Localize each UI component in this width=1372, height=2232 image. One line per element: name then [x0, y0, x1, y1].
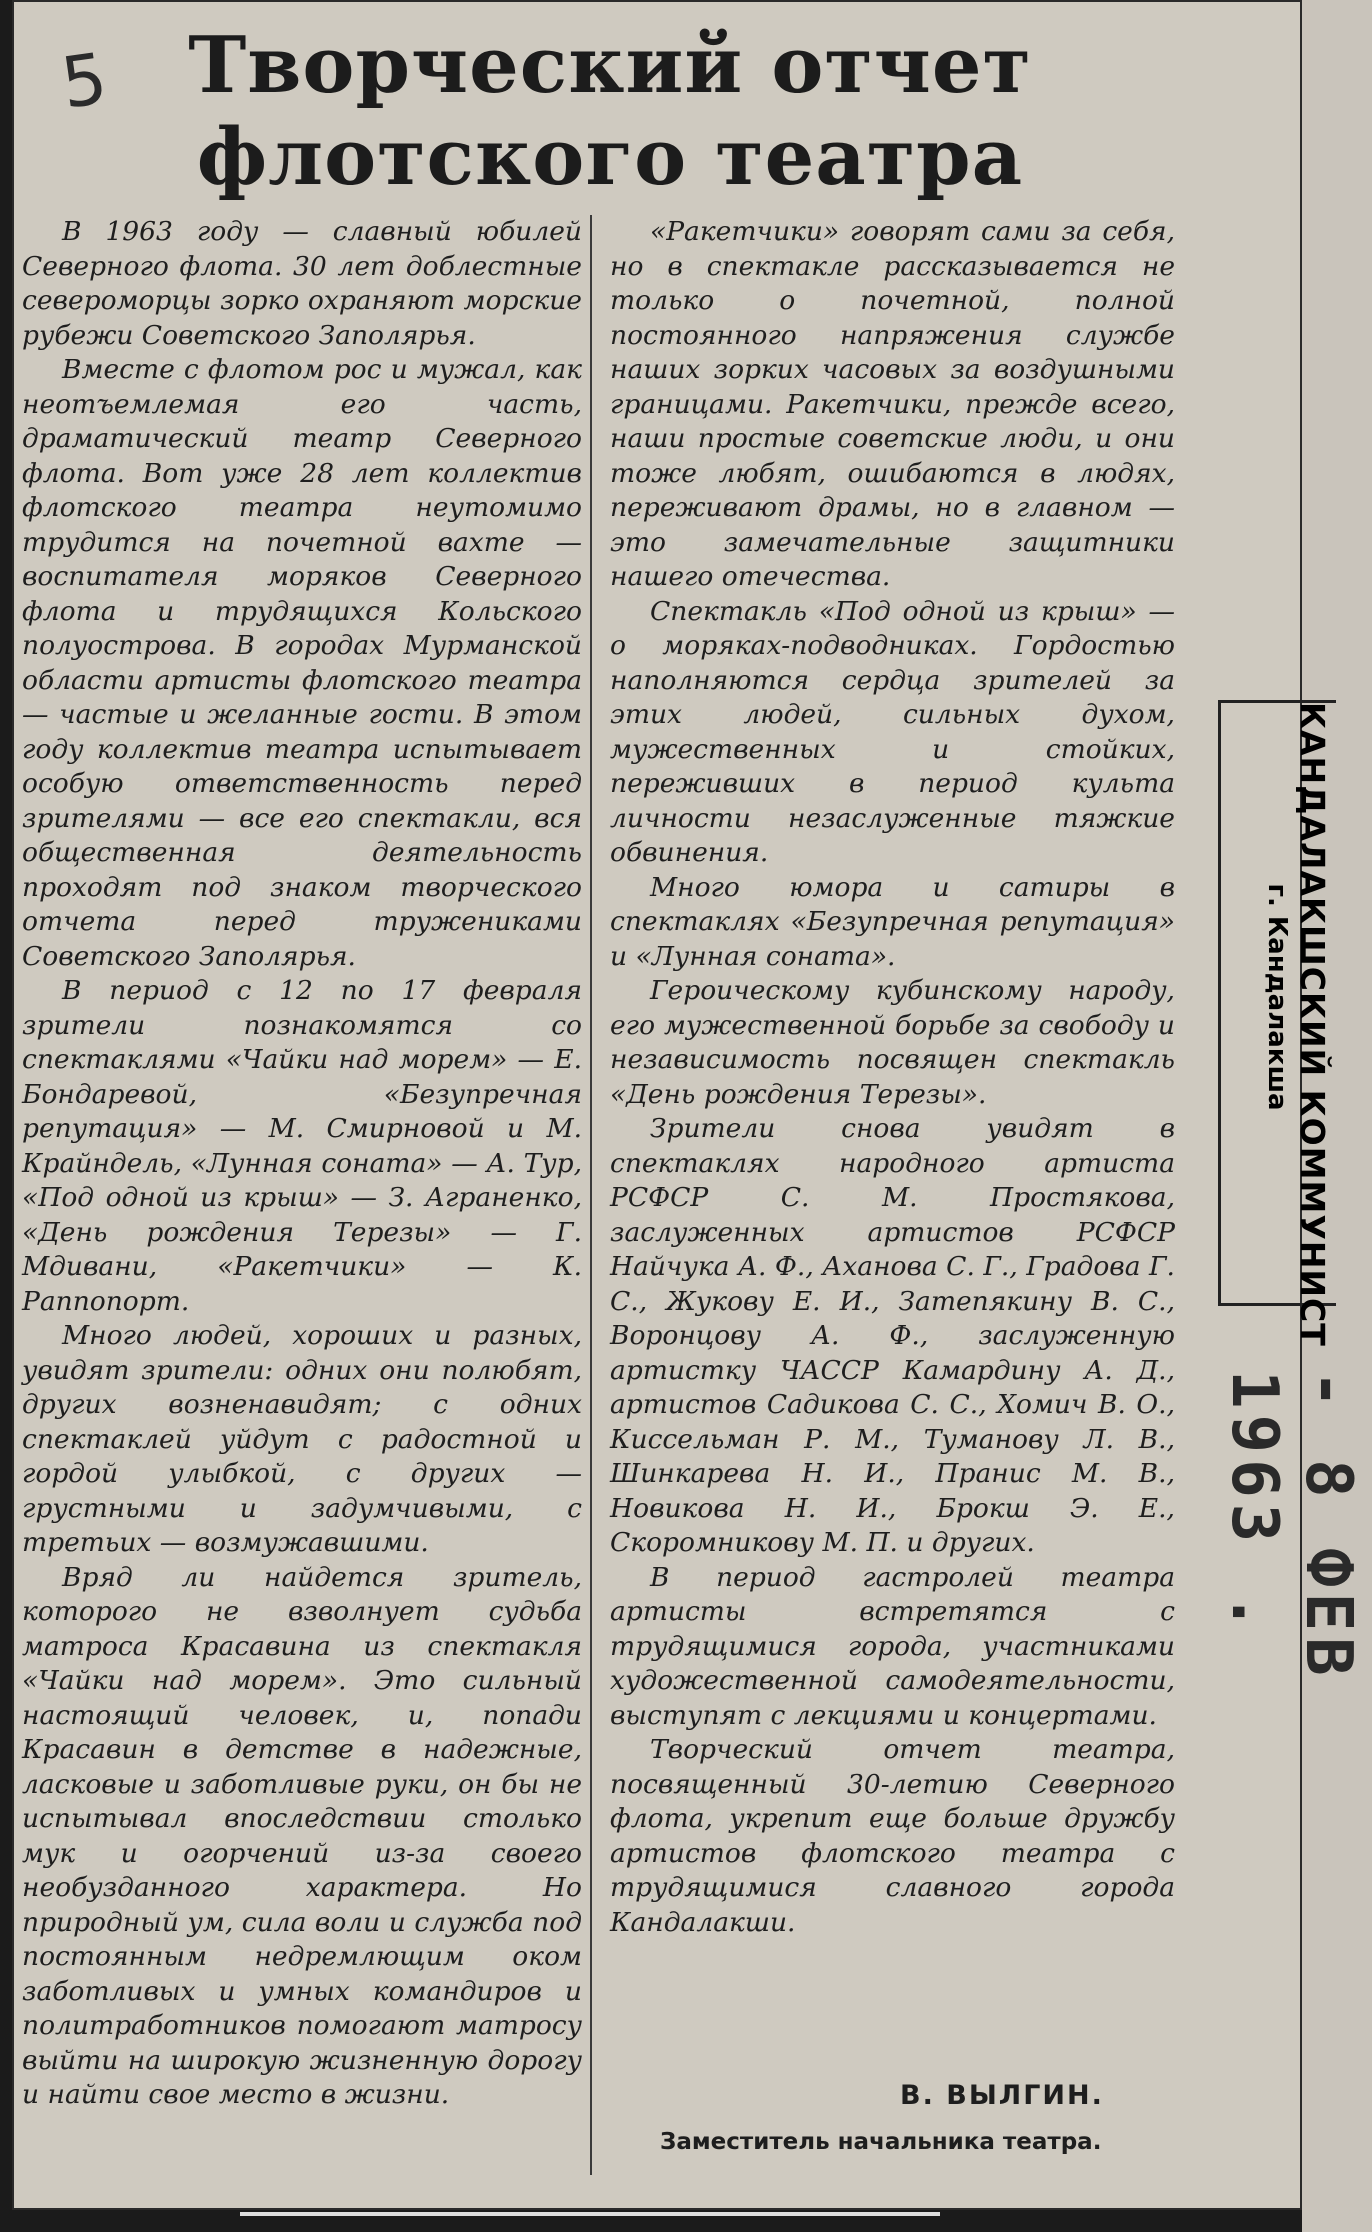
paragraph: Зрители снова увидят в спектаклях народного артиста РСФСР С. М. Простякова, заслуженных артистов РСФСР Найчука А. Ф., Аханова С. Г., Градова Г. С., Жукову Е. И., Затепякину В. С., Воронцову А. Ф., заслуженную артистку ЧАССР Камардину А. Д., артистов Садикова С. С., Хомич В. О., Киссельман Р. М., Туманову Л. В., Шинкарева Н. И., Пранис М. В., Новикова Н. И., Брокш Э. Е., Скоромникову М. П. и других.	[610, 1113, 1175, 1558]
paragraph: В 1963 году — славный юбилей Северного флота. 30 лет доблестные североморцы зорко охраняют морские рубежи Советского Заполярья.	[22, 216, 582, 351]
paragraph: В период гастролей театра артисты встретятся с трудящимися города, участниками художественной самодеятельности, выступят с лекциями и концертами.	[610, 1561, 1175, 1731]
author-position: Заместитель начальника театра.	[660, 2129, 1102, 2155]
column-divider	[590, 215, 592, 2175]
paragraph: Героическому кубинскому народу, его мужественной борьбе за свободу и независимость посвящен спектакль «День рождения Терезы».	[610, 975, 1175, 1110]
handwritten-number: 5	[56, 37, 113, 125]
date-stamp: - 8 ФЕВ 1963 .	[1217, 1370, 1365, 1682]
newspaper-stamp-title: КАНДАЛАКШСКИЙ КОММУНИСТ	[1293, 702, 1332, 1347]
paragraph: «Ракетчики» говорят сами за себя, но в спектакле рассказывается не только о почетной, полной постоянного напряжения службе наших зорких часовых за воздушными границами. Ракетчики, прежде всего, наши простые советские люди, и они тоже любят, ошибаются в людях, переживают драмы, но в главном — это замечательные защитники нашего отечества.	[610, 216, 1175, 592]
article-column-2	[610, 215, 1175, 1940]
bottom-rule	[240, 2212, 940, 2226]
paragraph: Спектакль «Под одной из крыш» — о моряках-подводниках. Гордостью наполняются сердца зрителей за этих людей, сильных духом, мужественных и стойких, переживших в период культа личности незаслуженные тяжкие обвинения.	[610, 595, 1175, 868]
article-headline: Творческий отчет флотского театра	[188, 20, 1032, 203]
article-column-1	[22, 215, 582, 2113]
paragraph: Вместе с флотом рос и мужал, как неотъемлемая его часть, драматический театр Северного флота. Вот уже 28 лет коллектив флотского театра неутомимо трудится на почетной вахте — воспитателя моряков Северного флота и трудящихся Кольского полуострова. В городах Мурманской области артисты флотского театра — частые и желанные гости. В этом году коллектив театра испытывает особую ответственность перед зрителями — все его спектакли, вся общественная деятельность проходят под знаком творческого отчета перед тружениками Советского Заполярья.	[22, 354, 582, 972]
paragraph: В период с 12 по 17 февраля зрители познакомятся со спектаклями «Чайки над морем» — Е. Бондаревой, «Безупречная репутация» — М. Смирновой и М. Крайндель, «Лунная соната» — А. Тур, «Под одной из крыш» — З. Аграненко, «День рождения Терезы» — Г. Мдивани, «Ракетчики» — К. Раппопорт.	[22, 975, 582, 1317]
paragraph: Много людей, хороших и разных, увидят зрители: одних они полюбят, других возненавидят; с одних спектаклей уйдут с радостной и гордой улыбкой, с других — грустными и задумчивыми, с третьих — возмужавшими.	[22, 1320, 582, 1558]
author-signature: В. ВЫЛГИН.	[900, 2080, 1104, 2111]
paragraph: Творческий отчет театра, посвященный 30-летию Северного флота, укрепит еще больше дружбу артистов флотского театра с трудящимися славного города Кандалакши.	[610, 1734, 1175, 1938]
paragraph: Много юмора и сатиры в спектаклях «Безупречная репутация» и «Лунная соната».	[610, 871, 1175, 972]
paragraph: Вряд ли найдется зритель, которого не взволнует судьба матроса Красавина из спектакля «Чайки над морем». Это сильный настоящий человек, и, попади Красавин в детстве в надежные, ласковые и заботливые руки, он бы не испытывал впоследствии столько мук и огорчений из-за своего необузданного характера. Но природный ум, сила воли и служба под постоянным недремлющим оком заботливых и умных командиров и политработников помогают матросу выйти на широкую жизненную дорогу и найти свое место в жизни.	[22, 1561, 582, 2110]
newspaper-stamp-city: г. Кандалакша	[1262, 883, 1292, 1111]
